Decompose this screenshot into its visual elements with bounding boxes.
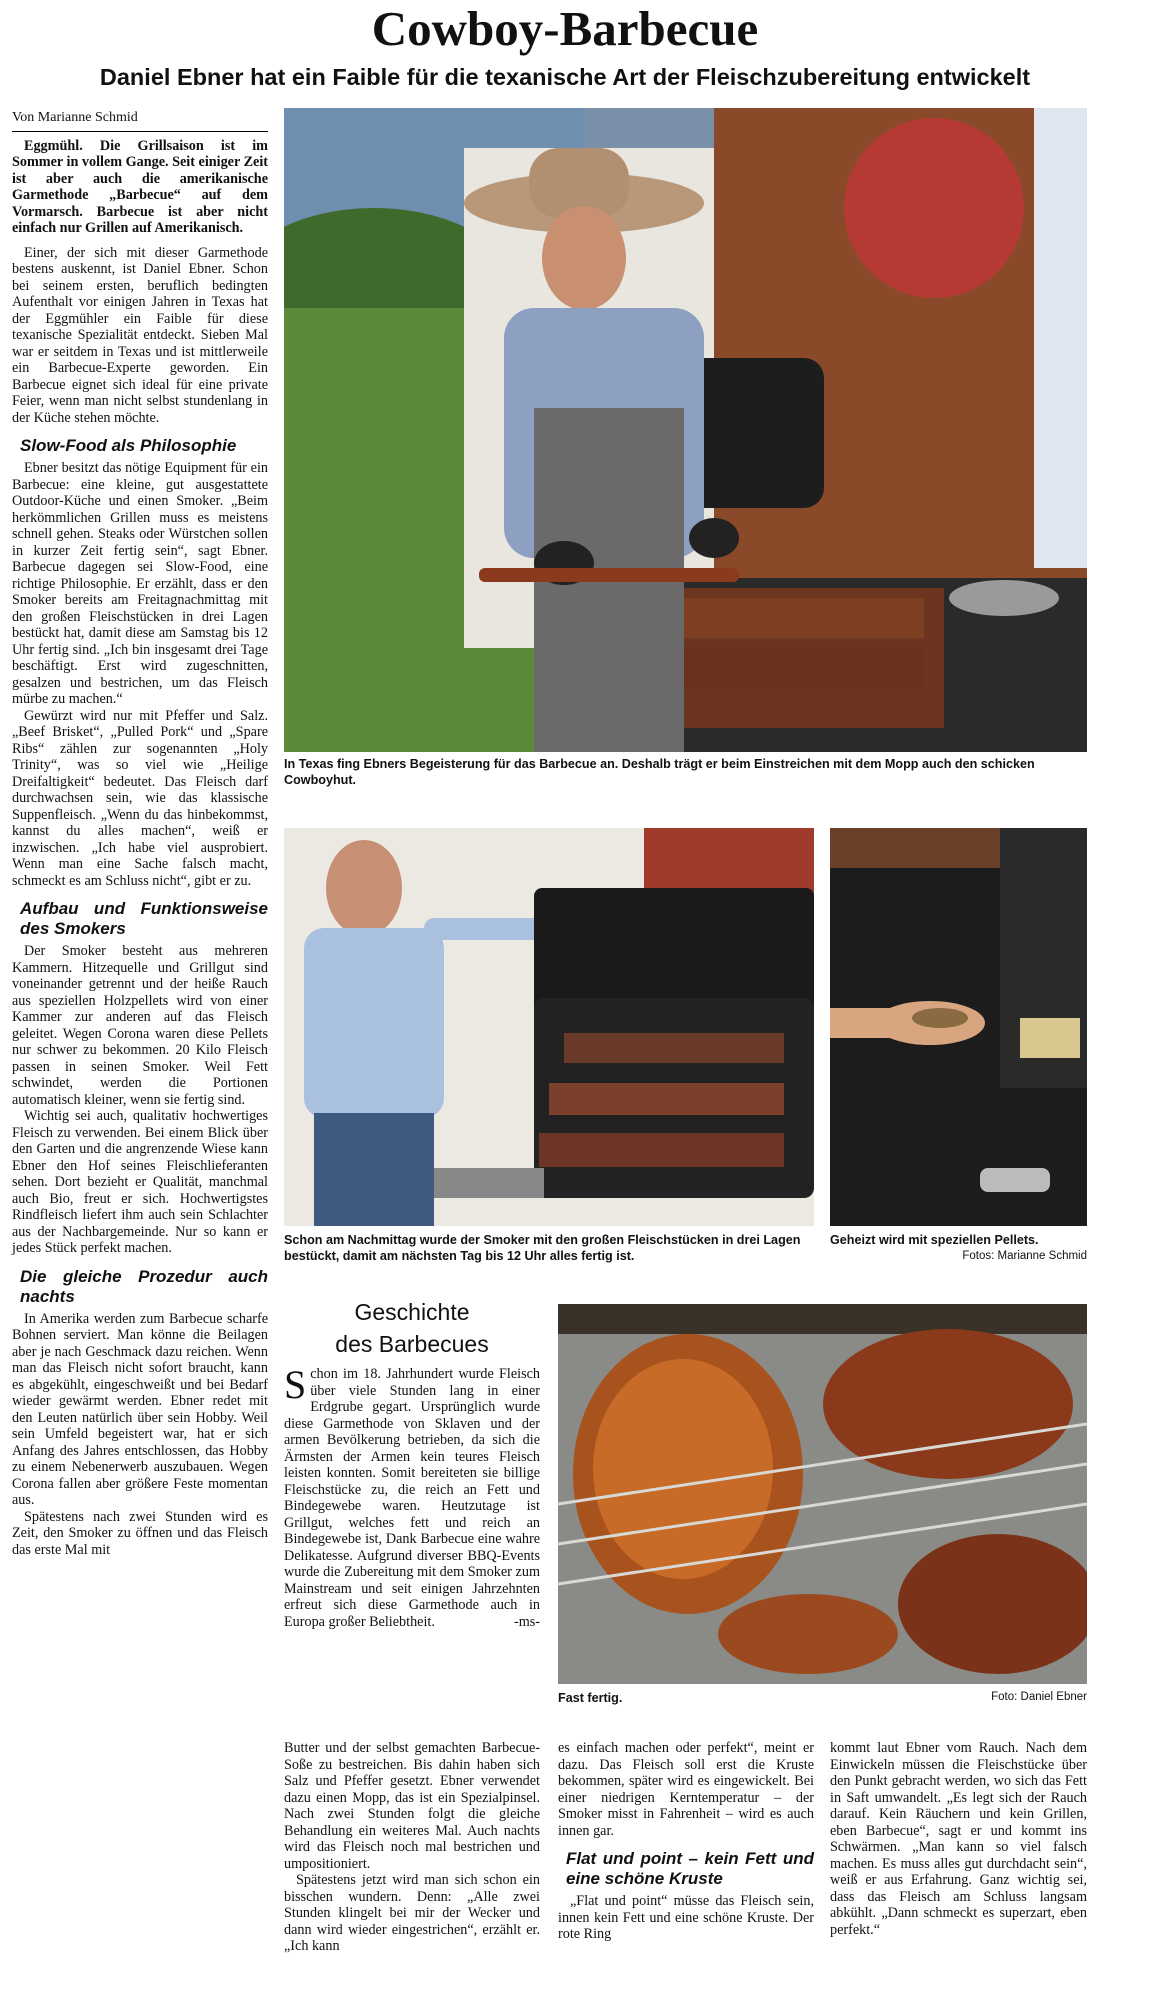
photo-finished-meat (558, 1304, 1087, 1684)
drop-cap: S (284, 1362, 307, 1407)
left-column (12, 110, 268, 1558)
history-box (284, 1296, 540, 1630)
lead-paragraph: Eggmühl. Die Grillsaison ist im Sommer in vollem Gange. Seit einiger Zeit ist aber auch die amerikanische Garmethode „Barbecue“ auf dem Vormarsch. Barbecue ist aber nicht einfach nur Grillen auf Amerikanisch. (12, 137, 268, 236)
photo-credit-middle: Fotos: Marianne Schmid (962, 1250, 1087, 1262)
caption-top: In Texas fing Ebners Begeisterung für das Barbecue an. Deshalb trägt er beim Einstreichen mit dem Mopp auch den schicken Cowboyhut. (284, 757, 1035, 787)
box-title-line-2: des Barbecues (335, 1331, 489, 1357)
subheading: Die gleiche Prozedur auch nachts (20, 1266, 268, 1306)
paragraph: „Flat und point“ müsse das Fleisch sein, innen kein Fett und eine schöne Kruste. Der rote Ring (558, 1893, 814, 1942)
paragraph: Wichtig sei auch, qualitativ hochwertiges Fleisch zu verwenden. Bei einem Blick über den Garten und die angrenzende Wiese kann Ebner den Hof seines Fleischlieferanten sehen. Dort bezieht er Qualität, manchmal auch Bio, freut er sich. Hochwertigstes Rindfleisch liefert ihm auch sein Schlachter aus der Nachbargemeinde. Nur so kann er jedes Stück perfekt machen. (12, 1108, 268, 1256)
paragraph: Spätestens nach zwei Stunden wird es Zeit, den Smoker zu öffnen und das Fleisch das erste Mal mit (12, 1508, 268, 1558)
column-4 (830, 1740, 1087, 1938)
subheadline: Daniel Ebner hat ein Faible für die texanische Art der Fleischzubereitung entwickelt (99, 64, 1031, 90)
caption-bottom: Fast fertig. (558, 1691, 623, 1705)
byline: Von Marianne Schmid (12, 110, 268, 132)
paragraph: Gewürzt wird nur mit Pfeffer und Salz. „Beef Brisket“, „Pulled Pork“ und „Spare Ribs“ zählen zur sogenannten „Holy Trinity“, was so viel wie „Heilige Dreifaltigkeit“ bedeutet. Das Fleisch darf durchwachsen sein, wie das klassische Suppenfleisch. „Wenn du das hinbekommst, kannst du alles machen“, weiß er inzwischen. „Ich habe viel ausprobiert. Wenn man eine Sache falsch macht, schmeckt es am Schluss nicht“, gibt er zu. (12, 707, 268, 889)
photo-pellets (830, 828, 1087, 1226)
box-author: -ms- (513, 1613, 540, 1630)
paragraph: kommt laut Ebner vom Rauch. Nach dem Einwickeln müssen die Fleischstücke über den Punkt gebracht werden, wo sich das Fett in Saft umwandelt. „Es legt sich der Rauch darauf. Kein Räuchern und kein Grillen, eben Barbecue“, sagt er und kommt ins Schwärmen. „Man kann so viel falsch machen. Es muss alles gut durchdacht sein“, weiß er aus Erfahrung. Ganz wichtig sei, dass das Fleisch am Schluss langsam abkühlt. „Dann schmeckt es superzart, eben perfekt.“ (830, 1740, 1087, 1938)
box-title-line-1: Geschichte (354, 1299, 470, 1325)
paragraph: Einer, der sich mit dieser Garmethode bestens auskennt, ist Daniel Ebner. Schon bei seinem ersten, beruflich bedingten Aufenthalt vor einigen Jahren in Texas hat der Eggmühler ein Faible für diese texanische Spezialität entdeckt. Sieben Mal war er seitdem in Texas und ist mittlerweile ein Barbecue-Experte geworden. Ein Barbecue eignet sich ideal für eine private Feier, wenn man nicht selbst stundenlang in der Küche stehen möchte. (12, 244, 268, 426)
subheading: Slow-Food als Philosophie (20, 436, 237, 455)
paragraph: Der Smoker besteht aus mehreren Kammern. Hitzequelle und Grillgut sind voneinander getrennt und der heiße Rauch aus speziellen Holzpellets wird von einer Kammer zur anderen auf das Fleisch geleitet. Wegen Corona waren diese Pellets nur schwer zu bekommen. 20 Kilo Fleisch passen in seinen Smoker. Weil Fett schwindet, werden die Portionen automatisch kleiner, wenn sie fertig sind. (12, 943, 268, 1108)
paragraph: Ebner besitzt das nötige Equipment für ein Barbecue: eine kleine, gut ausgestattete Outdoor-Küche und einen Smoker. „Beim herkömmlichen Grillen muss es meistens schnell gehen. Steaks oder Würstchen sollen in kurzer Zeit fertig sein“, sagt Ebner. Barbecue dagegen sei Slow-Food, eine richtige Philosophie. Er erzählt, dass er den Smoker bereits am Freitagnachmittag mit den großen Fleischstücken in drei Lagen bestückt hat, damit diese am Samstag bis 12 Uhr fertig sind. „Ich bin insgesamt drei Tage beschäftigt. Erst wird zugeschnitten, gesalzen und bestrichen, um das Fleisch mürbe zu machen.“ (12, 460, 268, 707)
caption-middle-left: Schon am Nachmittag wurde der Smoker mit den großen Fleischstücken in drei Lagen bestückt, damit am nächsten Tag bis 12 Uhr alles fertig ist. (284, 1233, 801, 1263)
photo-smoker-loaded (284, 828, 814, 1226)
subheading: Aufbau und Funktionsweise des Smokers (20, 899, 268, 938)
box-text (284, 1362, 540, 1630)
box-body: chon im 18. Jahrhundert wurde Fleisch über viele Stunden lang in einer Erdgrube gegart. Ursprünglich wurde diese Garmethode von Sklaven und der armen Bevölkerung betrieben, da sich die Ärmsten der Armen kein teures Fleisch leisten konnten. Somit bereiteten sie billige Fleischstücke zu, die reich an Fett und Bindegewebe waren. Heutzutage ist Grillgut, welches fett und reich an Bindegewebe ist, Dank Barbecue eine wahre Delikatesse. Aufgrund diverser BBQ-Events wurde die Zubereitung mit dem Smoker zum Mainstream und seit einigen Jahrzehnten erfreut sich diese Garmethode auch in Europa großer Beliebtheit. (284, 1366, 540, 1630)
caption-middle-right: Geheizt wird mit speziellen Pellets. (830, 1233, 1039, 1247)
paragraph: Butter und der selbst gemachten Barbecue-Soße zu bestreichen. Bis dahin haben sich Salz und Pfeffer gesetzt. Ebner verwendet dazu einen Mopp, das ist ein Spezialpinsel. Nach zwei Stunden folgt die gleiche Behandlung ein weiteres Mal. Auch nachts wird das Fleisch noch mal bestrichen und umpositioniert. (284, 1740, 540, 1872)
column-3 (558, 1740, 814, 1943)
box-title (284, 1296, 540, 1360)
paragraph: In Amerika werden zum Barbecue scharfe Bohnen serviert. Man könne die Beilagen aber je nach Geschmack dazu reichen. Wenn man das Fleisch nicht sofort braucht, kann es abgekühlt, eingeschweißt und bei Bedarf wieder gewärmt werden. Ebner redet mit den Leuten natürlich über sein Hobby. Weil sein Umfeld begeistert war, hat er sich Anfang des Jahres entschlossen, das Hobby zu einem Nebenerwerb auszubauen. Wegen Corona fallen aber größere Feste momentan aus. (12, 1310, 268, 1508)
headline: Cowboy-Barbecue (371, 1, 759, 56)
paragraph: es einfach machen oder perfekt“, meint er dazu. Das Fleisch soll erst die Kruste bekommen, später wird es eingewickelt. Bei einer niedrigen Kerntemperatur – der Smoker misst in Fahrenheit – wird es auch innen gar. (558, 1740, 814, 1839)
photo-cowboy-grilling (284, 108, 1087, 752)
paragraph: Spätestens jetzt wird man sich schon ein bisschen wundern. Denn: „Alle zwei Stunden klingelt bei mir der Wecker und dann wird wieder eingestrichen“, erzählt er. „Ich kann (284, 1872, 540, 1954)
subheading: Flat und point – kein Fett und eine schöne Kruste (566, 1849, 814, 1888)
photo-credit-bottom: Foto: Daniel Ebner (991, 1691, 1087, 1703)
column-2 (284, 1740, 540, 1955)
